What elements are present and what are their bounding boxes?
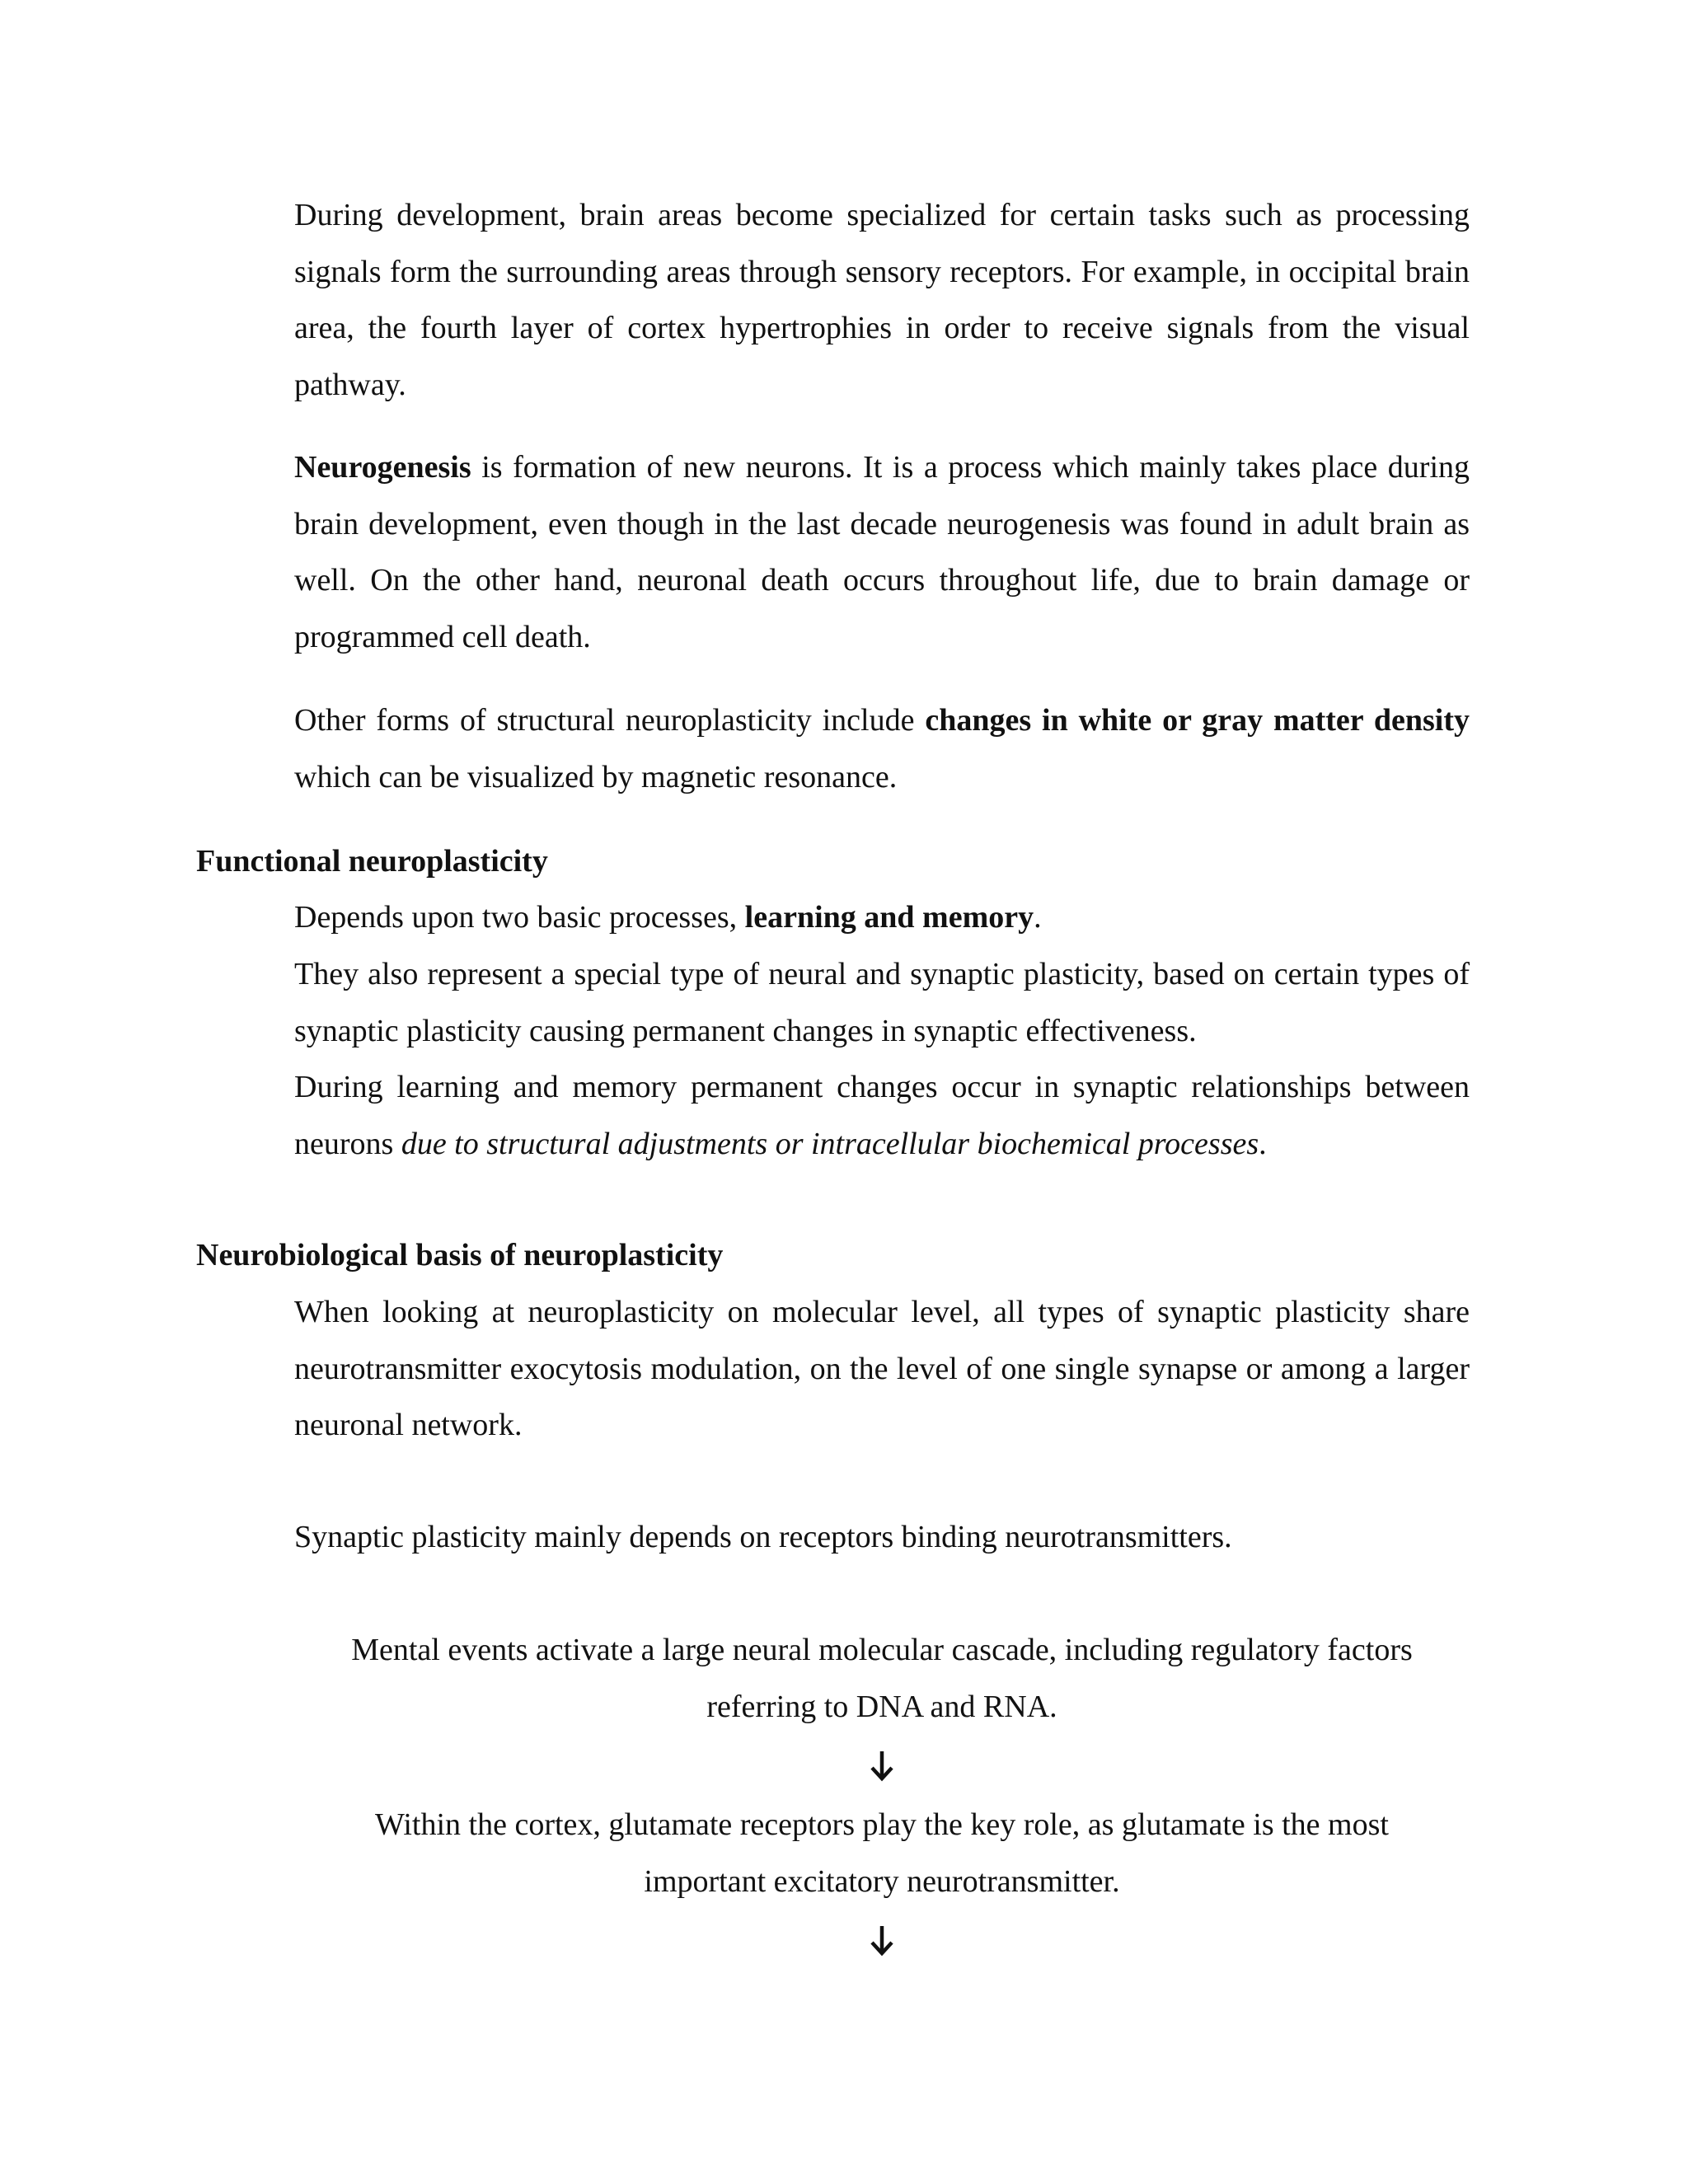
cascade-step-2 <box>294 1797 1470 1910</box>
cascade-step-2-line-2: important excitatory neurotransmitter. <box>644 1863 1120 1899</box>
paragraph-text: which can be visualized by magnetic resonance. <box>294 759 898 794</box>
term-density-changes: changes in white or gray matter density <box>925 703 1470 738</box>
paragraph-special-plasticity <box>294 946 1470 1059</box>
italic-phrase: due to structural adjustments or intracellular biochemical processes <box>401 1126 1259 1161</box>
paragraph-text: is formation of new neurons. It is a process which mainly takes place during brain development, even though in the last decade neurogenesis was found in adult brain as well. On the other hand, neuronal death occurs throughout life, due to brain damage or programmed cell death. <box>294 450 1470 654</box>
paragraph-text: During development, brain areas become specialized for certain tasks such as processing signals form the surrounding areas through sensory receptors. For example, in occipital brain area, the fourth layer of cortex hypertrophies in order to receive signals from the visual pathway. <box>294 198 1470 402</box>
cascade-step-1 <box>294 1622 1470 1735</box>
paragraph-text: They also represent a special type of neural and synaptic plasticity, based on certain types of synaptic plasticity causing permanent changes in synaptic effectiveness. <box>294 957 1470 1048</box>
heading-neurobiological-basis: Neurobiological basis of neuroplasticity <box>196 1238 724 1272</box>
cascade-step-2-line-1: Within the cortex, glutamate receptors play the key role, as glutamate is the most <box>375 1807 1389 1842</box>
paragraph-text: During learning and memory permanent changes occur in synaptic relationships between neurons <box>294 1070 1470 1161</box>
paragraph-text: Depends upon two basic processes, <box>294 900 745 935</box>
paragraph-text: Synaptic plasticity mainly depends on receptors binding neurotransmitters. <box>294 1520 1232 1554</box>
arrow-down-icon <box>294 1749 1470 1788</box>
arrow-down-icon <box>294 1924 1470 1963</box>
paragraph-synaptic-receptors <box>294 1509 1470 1566</box>
term-learning-memory: learning and memory <box>744 900 1034 935</box>
paragraph-brain-specialization <box>294 187 1470 413</box>
heading-functional-neuroplasticity: Functional neuroplasticity <box>196 844 548 879</box>
paragraph-text: When looking at neuroplasticity on molecular level, all types of synaptic plasticity share neurotransmitter exocytosis modulation, on the level of one single synapse or among a larger neuronal network. <box>294 1295 1470 1442</box>
term-neurogenesis: Neurogenesis <box>294 450 471 485</box>
paragraph-other-forms <box>294 692 1470 805</box>
paragraph-neurogenesis <box>294 439 1470 665</box>
cascade-step-1-line-1: Mental events activate a large neural molecular cascade, including regulatory factors <box>351 1633 1413 1667</box>
paragraph-text: Other forms of structural neuroplasticity include <box>294 703 926 738</box>
paragraph-molecular-level <box>294 1284 1470 1454</box>
paragraph-basic-processes: Depends upon two basic processes, learning and memory. <box>294 900 1042 935</box>
paragraph-permanent-changes: During learning and memory permanent changes occur in synaptic relationships between neurons due to structural adjustments or intracellular biochemical processes. <box>294 1070 1470 1161</box>
cascade-step-1-line-2: referring to DNA and RNA. <box>706 1689 1057 1724</box>
